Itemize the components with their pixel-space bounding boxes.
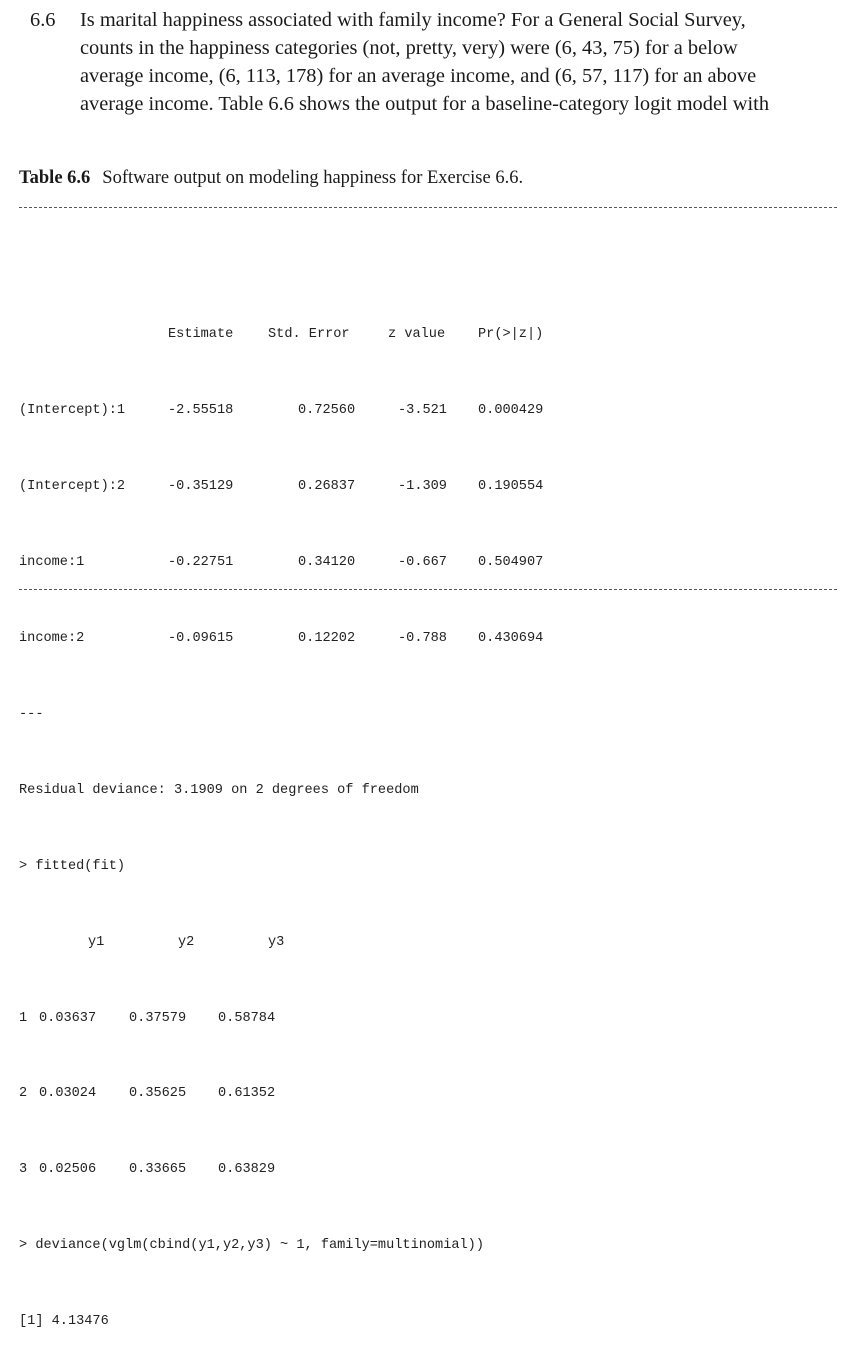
fitted-index: 2 <box>19 1086 28 1102</box>
exercise-line: Is marital happiness associated with family income? For a General Social Survey, <box>80 9 746 31</box>
coef-std-error: 0.72560 <box>298 403 356 419</box>
fitted-y3: 0.63829 <box>218 1162 276 1178</box>
exercise-line: average income, (6, 113, 178) for an average income, and (6, 57, 117) for an above <box>80 65 757 87</box>
fitted-y2: 0.37579 <box>129 1010 187 1026</box>
coef-z-value: -1.309 <box>398 479 447 495</box>
coef-std-error: 0.34120 <box>298 555 356 571</box>
coef-row <box>19 398 544 423</box>
fitted-command: > fitted(fit) <box>19 858 126 874</box>
residual-deviance-line: Residual deviance: 3.1909 on 2 degrees of freedom <box>19 782 419 798</box>
blank-row <box>19 247 484 272</box>
fitted-y1: 0.03637 <box>39 1010 97 1026</box>
fitted-row <box>19 1157 484 1182</box>
exercise-6-6 <box>30 6 860 118</box>
coef-row <box>19 474 544 499</box>
fitted-row <box>19 1006 484 1031</box>
coef-estimate: -0.22751 <box>168 555 234 571</box>
coef-std-error: 0.26837 <box>298 479 356 495</box>
fitted-index: 3 <box>19 1162 28 1178</box>
coef-estimate: -2.55518 <box>168 403 234 419</box>
coef-p-value: 0.430694 <box>478 631 544 647</box>
header-estimate: Estimate <box>168 327 234 343</box>
table-label: Table 6.6 <box>19 168 91 188</box>
coef-z-value: -0.788 <box>398 631 447 647</box>
coef-std-error: 0.12202 <box>298 631 356 647</box>
coef-estimate: -0.09615 <box>168 631 234 647</box>
fitted-y3: 0.58784 <box>218 1010 276 1026</box>
deviance-result: [1] 4.13476 <box>19 1314 109 1330</box>
coef-z-value: -0.667 <box>398 555 447 571</box>
fitted-y1: 0.03024 <box>39 1086 97 1102</box>
coef-name: income:1 <box>19 555 85 571</box>
deviance-command: > deviance(vglm(cbind(y1,y2,y3) ~ 1, family=multinomial)) <box>19 1238 484 1254</box>
coef-estimate: -0.35129 <box>168 479 234 495</box>
table-caption-text: Software output on modeling happiness for Exercise 6.6. <box>102 168 524 188</box>
coef-row <box>19 626 544 651</box>
separator-line: --- <box>19 706 44 722</box>
exercise-number: 6.6 <box>30 9 56 31</box>
fitted-header-y2: y2 <box>178 934 195 950</box>
coef-p-value: 0.190554 <box>478 479 544 495</box>
coef-header-row <box>19 322 544 347</box>
header-std-error: Std. Error <box>268 327 350 343</box>
fitted-header-y1: y1 <box>88 934 105 950</box>
header-z-value: z value <box>388 327 446 343</box>
software-output <box>19 196 544 1360</box>
fitted-y2: 0.35625 <box>129 1086 187 1102</box>
fitted-y1: 0.02506 <box>39 1162 97 1178</box>
coef-z-value: -3.521 <box>398 403 447 419</box>
coef-p-value: 0.000429 <box>478 403 544 419</box>
coef-name: income:2 <box>19 631 85 647</box>
exercise-line: average income. Table 6.6 shows the output for a baseline-category logit model with <box>80 93 770 115</box>
fitted-y2: 0.33665 <box>129 1162 187 1178</box>
bottom-dashed-rule <box>19 589 837 590</box>
fitted-header-row <box>19 930 484 955</box>
coef-row <box>19 550 544 575</box>
coef-name: (Intercept):1 <box>19 403 126 419</box>
exercise-line: counts in the happiness categories (not, pretty, very) were (6, 43, 75) for a below <box>80 37 738 59</box>
fitted-row <box>19 1081 484 1106</box>
coef-p-value: 0.504907 <box>478 555 544 571</box>
fitted-index: 1 <box>19 1010 28 1026</box>
fitted-y3: 0.61352 <box>218 1086 276 1102</box>
fitted-header-y3: y3 <box>268 934 285 950</box>
header-p-value: Pr(>|z|) <box>478 327 544 343</box>
table-caption <box>19 168 523 189</box>
exercise-text <box>80 6 860 118</box>
coef-name: (Intercept):2 <box>19 479 126 495</box>
